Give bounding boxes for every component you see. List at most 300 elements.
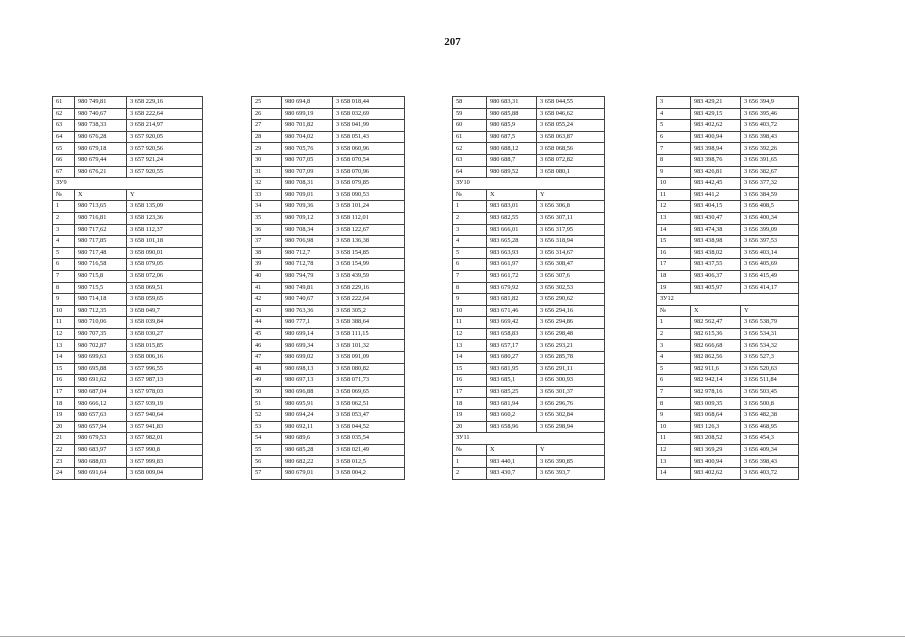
point-number: 49 <box>252 375 282 387</box>
table-row <box>53 317 203 329</box>
table-row <box>53 247 203 259</box>
point-number: 17 <box>453 386 487 398</box>
y-coordinate: 3 656 414,17 <box>741 282 799 294</box>
header-row <box>453 444 605 456</box>
y-coordinate: 3 658 039,84 <box>127 317 203 329</box>
x-coordinate: 980 704,02 <box>282 131 333 143</box>
y-coordinate: 3 656 394,9 <box>741 97 799 109</box>
x-coordinate: 983 440,1 <box>487 456 537 468</box>
table-row <box>252 456 405 468</box>
point-number: 8 <box>657 398 691 410</box>
y-coordinate: 3 658 101,18 <box>127 236 203 248</box>
x-coordinate: 983 685,25 <box>487 386 537 398</box>
table-row <box>453 143 605 155</box>
x-coordinate: 980 696,88 <box>282 386 333 398</box>
point-number: 51 <box>252 398 282 410</box>
y-coordinate: 3 658 053,47 <box>333 410 405 422</box>
section-row <box>453 433 605 445</box>
x-coordinate: 983 660,2 <box>487 410 537 422</box>
x-coordinate: 983 404,15 <box>691 201 741 213</box>
x-coordinate: 983 683,01 <box>487 201 537 213</box>
point-number: 44 <box>252 317 282 329</box>
y-coordinate: 3 657 978,03 <box>127 386 203 398</box>
x-coordinate: 983 402,62 <box>691 120 741 132</box>
point-number: 39 <box>252 259 282 271</box>
x-coordinate: 980 683,97 <box>75 444 127 456</box>
y-coordinate: 3 656 294,16 <box>537 305 605 317</box>
y-coordinate: 3 658 012,5 <box>333 456 405 468</box>
table-row <box>453 236 605 248</box>
y-coordinate: 3 658 101,32 <box>333 340 405 352</box>
table-row <box>657 456 799 468</box>
point-number: 14 <box>53 352 75 364</box>
y-coordinate: 3 658 051,43 <box>333 131 405 143</box>
x-coordinate: 980 688,7 <box>487 154 537 166</box>
point-number: 12 <box>53 328 75 340</box>
point-number: 21 <box>53 433 75 445</box>
y-coordinate: 3 658 009,04 <box>127 468 203 480</box>
point-number: 1 <box>53 201 75 213</box>
x-coordinate: 983 405,97 <box>691 282 741 294</box>
table-row <box>657 201 799 213</box>
point-number: 29 <box>252 143 282 155</box>
y-coordinate: 3 658 388,64 <box>333 317 405 329</box>
y-coordinate: 3 656 393,7 <box>537 468 605 480</box>
table-row <box>53 468 203 480</box>
point-number: 4 <box>657 352 691 364</box>
table-row <box>53 456 203 468</box>
point-number: 26 <box>252 108 282 120</box>
x-coordinate: 983 406,37 <box>691 270 741 282</box>
table-row <box>53 97 203 109</box>
y-coordinate: 3 658 004,2 <box>333 468 405 480</box>
x-coordinate: 980 740,67 <box>282 294 333 306</box>
point-number: 13 <box>657 212 691 224</box>
point-number: 5 <box>657 120 691 132</box>
point-number: 13 <box>453 340 487 352</box>
y-coordinate: 3 658 063,87 <box>537 131 605 143</box>
x-coordinate: 983 009,35 <box>691 398 741 410</box>
point-number: 12 <box>453 328 487 340</box>
table-row <box>453 166 605 178</box>
point-number: 14 <box>453 352 487 364</box>
table-row <box>53 131 203 143</box>
table-row <box>53 386 203 398</box>
point-number: 45 <box>252 328 282 340</box>
table-row <box>453 398 605 410</box>
table-row <box>53 143 203 155</box>
y-coordinate: 3 658 035,54 <box>333 433 405 445</box>
x-coordinate: 980 709,01 <box>282 189 333 201</box>
x-coordinate: 980 705,76 <box>282 143 333 155</box>
x-coordinate: 982 562,47 <box>691 317 741 329</box>
x-coordinate: 980 712,7 <box>282 247 333 259</box>
y-coordinate: 3 658 229,16 <box>127 97 203 109</box>
point-number: 5 <box>53 247 75 259</box>
column-header: № <box>53 189 75 201</box>
table-row <box>657 352 799 364</box>
point-number: 67 <box>53 166 75 178</box>
x-coordinate: 980 702,87 <box>75 340 127 352</box>
y-coordinate: 3 656 534,32 <box>741 340 799 352</box>
table-row <box>453 456 605 468</box>
x-coordinate: 980 717,62 <box>75 224 127 236</box>
x-coordinate: 980 688,03 <box>75 456 127 468</box>
table-row <box>53 120 203 132</box>
table-row <box>657 212 799 224</box>
page-number: 207 <box>444 36 461 48</box>
point-number: 66 <box>53 154 75 166</box>
y-coordinate: 3 656 285,78 <box>537 352 605 364</box>
table-row <box>53 270 203 282</box>
y-coordinate: 3 656 307,11 <box>537 212 605 224</box>
x-coordinate: 980 708,31 <box>282 178 333 190</box>
table-row <box>252 352 405 364</box>
point-number: 19 <box>453 410 487 422</box>
point-number: 3 <box>53 224 75 236</box>
y-coordinate: 3 656 290,62 <box>537 294 605 306</box>
point-number: 3 <box>657 97 691 109</box>
point-number: 13 <box>657 456 691 468</box>
x-coordinate: 983 400,94 <box>691 456 741 468</box>
x-coordinate: 980 694,24 <box>282 410 333 422</box>
x-coordinate: 980 698,13 <box>282 363 333 375</box>
table-row <box>252 398 405 410</box>
table-row <box>453 154 605 166</box>
table-row <box>252 154 405 166</box>
column-header: Y <box>537 444 605 456</box>
y-coordinate: 3 658 018,44 <box>333 97 405 109</box>
x-coordinate: 983 430,47 <box>691 212 741 224</box>
table-row <box>53 433 203 445</box>
y-coordinate: 3 656 500,8 <box>741 398 799 410</box>
x-coordinate: 983 681,82 <box>487 294 537 306</box>
point-number: 4 <box>657 108 691 120</box>
table-row <box>53 398 203 410</box>
x-coordinate: 980 777,1 <box>282 317 333 329</box>
x-coordinate: 980 708,34 <box>282 224 333 236</box>
table-row <box>53 201 203 213</box>
table-row <box>53 352 203 364</box>
point-number: 6 <box>453 259 487 271</box>
column-header: Y <box>537 189 605 201</box>
point-number: 54 <box>252 433 282 445</box>
point-number: 35 <box>252 212 282 224</box>
table-row <box>53 108 203 120</box>
table-row <box>453 352 605 364</box>
y-coordinate: 3 656 403,72 <box>741 468 799 480</box>
column-header: № <box>657 305 691 317</box>
y-coordinate: 3 656 395,46 <box>741 108 799 120</box>
point-number: 3 <box>453 224 487 236</box>
y-coordinate: 3 657 999,83 <box>127 456 203 468</box>
x-coordinate: 983 208,52 <box>691 433 741 445</box>
x-coordinate: 980 689,6 <box>282 433 333 445</box>
x-coordinate: 983 681,95 <box>487 363 537 375</box>
table-row <box>453 317 605 329</box>
table-row <box>453 120 605 132</box>
point-number: 40 <box>252 270 282 282</box>
x-coordinate: 980 679,53 <box>75 433 127 445</box>
y-coordinate: 3 658 079,85 <box>333 178 405 190</box>
y-coordinate: 3 656 298,94 <box>537 421 605 433</box>
table-row <box>657 270 799 282</box>
table-row <box>53 294 203 306</box>
x-coordinate: 980 695,88 <box>75 363 127 375</box>
y-coordinate: 3 658 101,24 <box>333 201 405 213</box>
table-row <box>252 189 405 201</box>
point-number: 57 <box>252 468 282 480</box>
point-number: 61 <box>53 97 75 109</box>
table-row <box>53 328 203 340</box>
point-number: 13 <box>53 340 75 352</box>
point-number: 9 <box>657 410 691 422</box>
point-number: 5 <box>657 363 691 375</box>
header-row <box>53 189 203 201</box>
table-row <box>453 328 605 340</box>
x-coordinate: 980 679,01 <box>282 468 333 480</box>
y-coordinate: 3 656 454,3 <box>741 433 799 445</box>
table-row <box>252 143 405 155</box>
point-number: 14 <box>657 468 691 480</box>
table-row <box>657 120 799 132</box>
point-number: 27 <box>252 120 282 132</box>
x-coordinate: 983 369,29 <box>691 444 741 456</box>
y-coordinate: 3 658 049,7 <box>127 305 203 317</box>
y-coordinate: 3 658 305,2 <box>333 305 405 317</box>
point-number: 6 <box>53 259 75 271</box>
table-row <box>252 120 405 132</box>
point-number: 20 <box>453 421 487 433</box>
table-row <box>657 224 799 236</box>
y-coordinate: 3 657 920,05 <box>127 131 203 143</box>
x-coordinate: 983 671,46 <box>487 305 537 317</box>
table-row <box>252 386 405 398</box>
table-row <box>252 270 405 282</box>
table-row <box>657 282 799 294</box>
x-coordinate: 980 694,8 <box>282 97 333 109</box>
point-number: 6 <box>657 375 691 387</box>
point-number: 17 <box>657 259 691 271</box>
x-coordinate: 980 707,05 <box>282 154 333 166</box>
y-coordinate: 3 656 468,95 <box>741 421 799 433</box>
y-coordinate: 3 656 403,14 <box>741 247 799 259</box>
x-coordinate: 983 679,92 <box>487 282 537 294</box>
y-coordinate: 3 658 072,06 <box>127 270 203 282</box>
x-coordinate: 980 685,28 <box>282 444 333 456</box>
table-row <box>657 108 799 120</box>
x-coordinate: 980 666,12 <box>75 398 127 410</box>
table-row <box>657 375 799 387</box>
x-coordinate: 980 699,14 <box>282 328 333 340</box>
y-coordinate: 3 656 538,79 <box>741 317 799 329</box>
x-coordinate: 983 438,98 <box>691 236 741 248</box>
table-row <box>657 317 799 329</box>
point-number: 5 <box>453 247 487 259</box>
table-row <box>657 363 799 375</box>
point-number: 20 <box>53 421 75 433</box>
section-title: ЗУ10 <box>453 178 605 190</box>
y-coordinate: 3 658 030,27 <box>127 328 203 340</box>
y-coordinate: 3 656 511,84 <box>741 375 799 387</box>
x-coordinate: 980 715,8 <box>75 270 127 282</box>
point-number: 4 <box>453 236 487 248</box>
x-coordinate: 982 911,6 <box>691 363 741 375</box>
x-coordinate: 980 707,35 <box>75 328 127 340</box>
y-coordinate: 3 656 520,63 <box>741 363 799 375</box>
point-number: 53 <box>252 421 282 433</box>
table-row <box>252 375 405 387</box>
table-row <box>657 468 799 480</box>
point-number: 15 <box>53 363 75 375</box>
point-number: 50 <box>252 386 282 398</box>
point-number: 11 <box>453 317 487 329</box>
table-row <box>252 444 405 456</box>
point-number: 16 <box>453 375 487 387</box>
x-coordinate: 983 663,93 <box>487 247 537 259</box>
x-coordinate: 980 738,33 <box>75 120 127 132</box>
y-coordinate: 3 658 222,64 <box>127 108 203 120</box>
y-coordinate: 3 658 080,1 <box>537 166 605 178</box>
x-coordinate: 980 749,81 <box>75 97 127 109</box>
point-number: 19 <box>657 282 691 294</box>
table-row <box>453 468 605 480</box>
y-coordinate: 3 656 302,53 <box>537 282 605 294</box>
x-coordinate: 983 661,97 <box>487 259 537 271</box>
x-coordinate: 980 699,34 <box>282 340 333 352</box>
header-row <box>453 189 605 201</box>
x-coordinate: 980 692,11 <box>282 421 333 433</box>
x-coordinate: 983 665,28 <box>487 236 537 248</box>
point-number: 18 <box>53 398 75 410</box>
x-coordinate: 980 699,02 <box>282 352 333 364</box>
point-number: 63 <box>53 120 75 132</box>
x-coordinate: 980 691,62 <box>75 375 127 387</box>
x-coordinate: 982 615,36 <box>691 328 741 340</box>
point-number: 24 <box>53 468 75 480</box>
x-coordinate: 983 441,2 <box>691 189 741 201</box>
table-row <box>252 328 405 340</box>
y-coordinate: 3 656 308,47 <box>537 259 605 271</box>
y-coordinate: 3 656 398,43 <box>741 131 799 143</box>
x-coordinate: 980 687,5 <box>487 131 537 143</box>
point-number: 11 <box>657 433 691 445</box>
x-coordinate: 980 763,36 <box>282 305 333 317</box>
x-coordinate: 980 794,79 <box>282 270 333 282</box>
y-coordinate: 3 658 055,24 <box>537 120 605 132</box>
table-row <box>53 259 203 271</box>
y-coordinate: 3 656 298,48 <box>537 328 605 340</box>
x-coordinate: 982 978,16 <box>691 386 741 398</box>
point-number: 8 <box>657 154 691 166</box>
point-number: 9 <box>53 294 75 306</box>
y-coordinate: 3 657 940,64 <box>127 410 203 422</box>
section-row <box>657 294 799 306</box>
point-number: 16 <box>657 247 691 259</box>
y-coordinate: 3 658 071,73 <box>333 375 405 387</box>
point-number: 36 <box>252 224 282 236</box>
column-header: X <box>487 189 537 201</box>
x-coordinate: 980 714,18 <box>75 294 127 306</box>
column-header: X <box>75 189 127 201</box>
table-row <box>657 189 799 201</box>
table-row <box>53 421 203 433</box>
point-number: 18 <box>453 398 487 410</box>
point-number: 48 <box>252 363 282 375</box>
y-coordinate: 3 658 229,16 <box>333 282 405 294</box>
point-number: 12 <box>657 444 691 456</box>
table-row <box>453 270 605 282</box>
y-coordinate: 3 656 397,53 <box>741 236 799 248</box>
point-number: 18 <box>657 270 691 282</box>
section-row <box>453 178 605 190</box>
y-coordinate: 3 657 920,56 <box>127 143 203 155</box>
y-coordinate: 3 656 306,8 <box>537 201 605 213</box>
y-coordinate: 3 656 307,6 <box>537 270 605 282</box>
table-row <box>453 363 605 375</box>
point-number: 43 <box>252 305 282 317</box>
y-coordinate: 3 658 044,52 <box>333 421 405 433</box>
table-row <box>53 375 203 387</box>
point-number: 4 <box>53 236 75 248</box>
x-coordinate: 983 437,55 <box>691 259 741 271</box>
x-coordinate: 983 669,42 <box>487 317 537 329</box>
table-row <box>252 108 405 120</box>
table-row <box>453 224 605 236</box>
section-title: ЗУ11 <box>453 433 605 445</box>
x-coordinate: 983 661,72 <box>487 270 537 282</box>
y-coordinate: 3 658 070,54 <box>333 154 405 166</box>
x-coordinate: 982 942,14 <box>691 375 741 387</box>
point-number: 6 <box>657 131 691 143</box>
y-coordinate: 3 657 990,8 <box>127 444 203 456</box>
table-row <box>252 212 405 224</box>
y-coordinate: 3 656 408,5 <box>741 201 799 213</box>
y-coordinate: 3 657 941,83 <box>127 421 203 433</box>
y-coordinate: 3 657 996,55 <box>127 363 203 375</box>
x-coordinate: 983 658,83 <box>487 328 537 340</box>
y-coordinate: 3 658 136,38 <box>333 236 405 248</box>
y-coordinate: 3 656 317,95 <box>537 224 605 236</box>
x-coordinate: 980 710,06 <box>75 317 127 329</box>
y-coordinate: 3 658 021,49 <box>333 444 405 456</box>
y-coordinate: 3 656 382,67 <box>741 166 799 178</box>
y-coordinate: 3 656 534,31 <box>741 328 799 340</box>
y-coordinate: 3 656 293,21 <box>537 340 605 352</box>
y-coordinate: 3 656 415,49 <box>741 270 799 282</box>
point-number: 31 <box>252 166 282 178</box>
table-row <box>252 317 405 329</box>
y-coordinate: 3 658 154,99 <box>333 259 405 271</box>
point-number: 58 <box>453 97 487 109</box>
point-number: 42 <box>252 294 282 306</box>
table-row <box>53 224 203 236</box>
point-number: 16 <box>53 375 75 387</box>
point-number: 7 <box>657 143 691 155</box>
section-row <box>53 178 203 190</box>
table-row <box>657 410 799 422</box>
x-coordinate: 983 398,94 <box>691 143 741 155</box>
section-title: ЗУ9 <box>53 178 203 190</box>
x-coordinate: 980 695,91 <box>282 398 333 410</box>
x-coordinate: 983 658,96 <box>487 421 537 433</box>
y-coordinate: 3 657 987,13 <box>127 375 203 387</box>
y-coordinate: 3 656 301,37 <box>537 386 605 398</box>
table-row <box>252 340 405 352</box>
table-row <box>453 282 605 294</box>
table-row <box>453 386 605 398</box>
x-coordinate: 980 687,04 <box>75 386 127 398</box>
